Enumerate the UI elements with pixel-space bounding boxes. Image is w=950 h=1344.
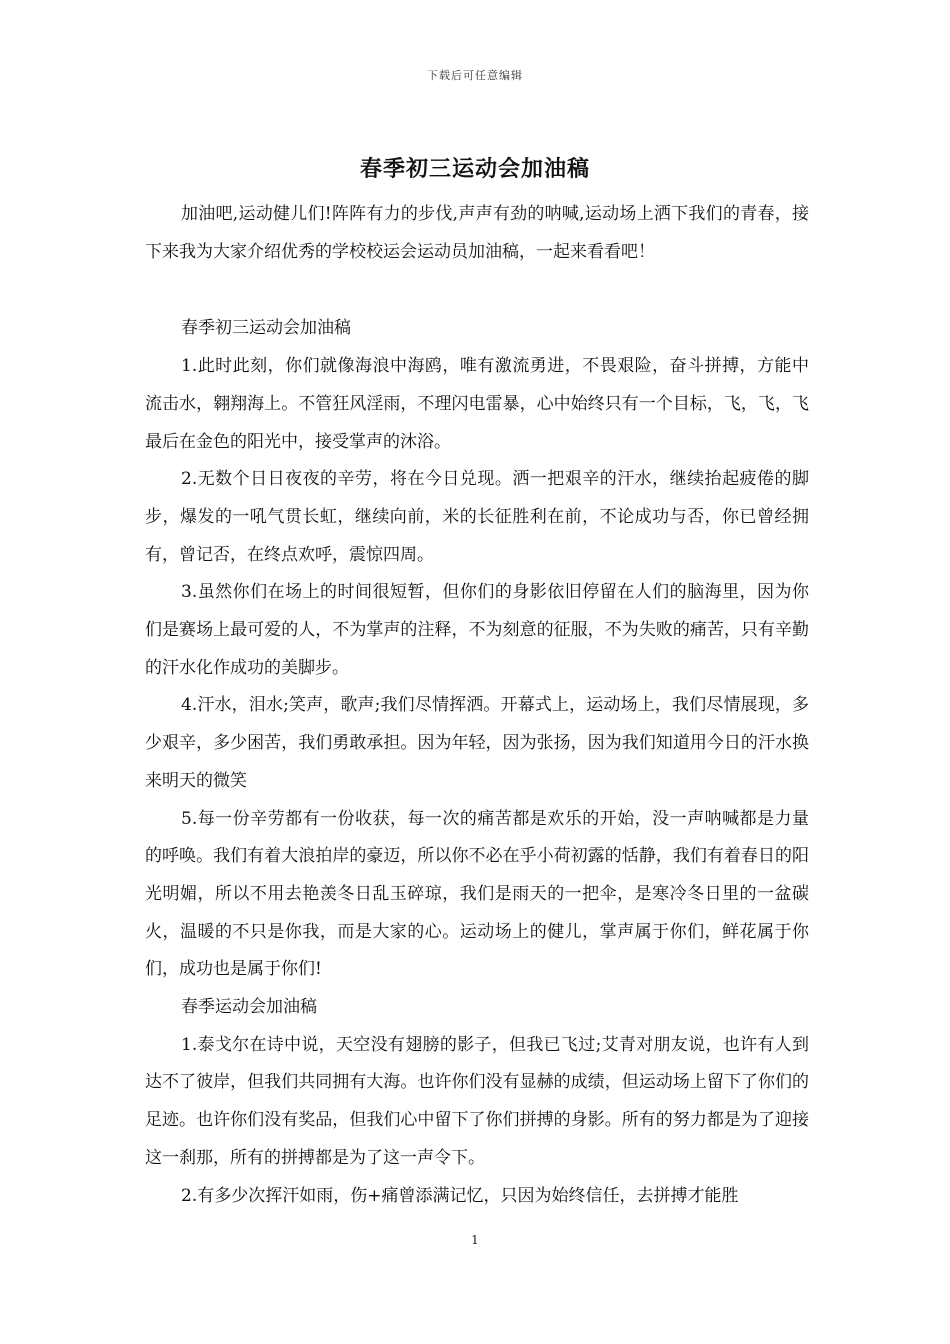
- section-heading: 春季初三运动会加油稿: [181, 318, 351, 339]
- section-heading: 春季运动会加油稿: [181, 997, 317, 1018]
- cheer-paragraph: 1.泰戈尔在诗中说，天空没有翅膀的影子，但我已飞过;艾青对朋友说，也许有人到达不了彼岸，但我们共同拥有大海。也许你们没有显赫的成绩，但运动场上留下了你们的足迹。也许你们没有奖品，但我们心中留下了你们拼搏的身影。所有的努力都是为了迎接这一刹那，所有的拼搏都是为了这一声令下。: [145, 1034, 809, 1168]
- page-number: 1: [471, 1233, 479, 1247]
- header-note: 下载后可任意编辑: [427, 69, 523, 82]
- cheer-paragraph: 2.无数个日日夜夜的辛劳，将在今日兑现。洒一把艰辛的汗水，继续抬起疲倦的脚步，爆发的一吼气贯长虹，继续向前，米的长征胜利在前，不论成功与否，你已曾经拥有，曾记否，在终点欢呼，震惊四周。: [145, 469, 809, 565]
- cheer-paragraph: 4.汗水，泪水;笑声，歌声;我们尽情挥洒。开幕式上，运动场上，我们尽情展现，多少艰辛，多少困苦，我们勇敢承担。因为年轻，因为张扬，因为我们知道用今日的汗水换来明天的微笑: [145, 695, 809, 791]
- cheer-paragraph: 5.每一份辛劳都有一份收获，每一次的痛苦都是欢乐的开始，没一声呐喊都是力量的呼唤。我们有着大浪拍岸的豪迈，所以你不必在乎小荷初露的恬静，我们有着春日的阳光明媚，所以不用去艳羡冬日乱玉碎琼，我们是雨天的一把伞，是寒冷冬日里的一盆碳火，温暖的不只是你我，而是大家的心。运动场上的健儿，掌声属于你们，鲜花属于你们，成功也是属于你们!: [145, 808, 809, 980]
- cheer-paragraph: 3.虽然你们在场上的时间很短暂，但你们的身影依旧停留在人们的脑海里，因为你们是赛场上最可爱的人，不为掌声的注释，不为刻意的征服，不为失败的痛苦，只有辛勤的汗水化作成功的美脚步。: [145, 582, 809, 678]
- cheer-paragraph: 2.有多少次挥汗如雨，伤+痛曾添满记忆，只因为始终信任，去拼搏才能胜: [181, 1185, 739, 1206]
- document-body: [145, 196, 809, 1215]
- intro-paragraph: 加油吧,运动健儿们!阵阵有力的步伐,声声有劲的呐喊,运动场上洒下我们的青春，接下来我为大家介绍优秀的学校校运会运动员加油稿，一起来看看吧！: [145, 204, 809, 262]
- document-title: 春季初三运动会加油稿: [359, 156, 590, 182]
- cheer-paragraph: 1.此时此刻，你们就像海浪中海鸥，唯有激流勇进，不畏艰险，奋斗拼搏，方能中流击水，翱翔海上。不管狂风淫雨，不理闪电雷暴，心中始终只有一个目标，飞，飞，飞最后在金色的阳光中，接受掌声的沐浴。: [145, 356, 809, 452]
